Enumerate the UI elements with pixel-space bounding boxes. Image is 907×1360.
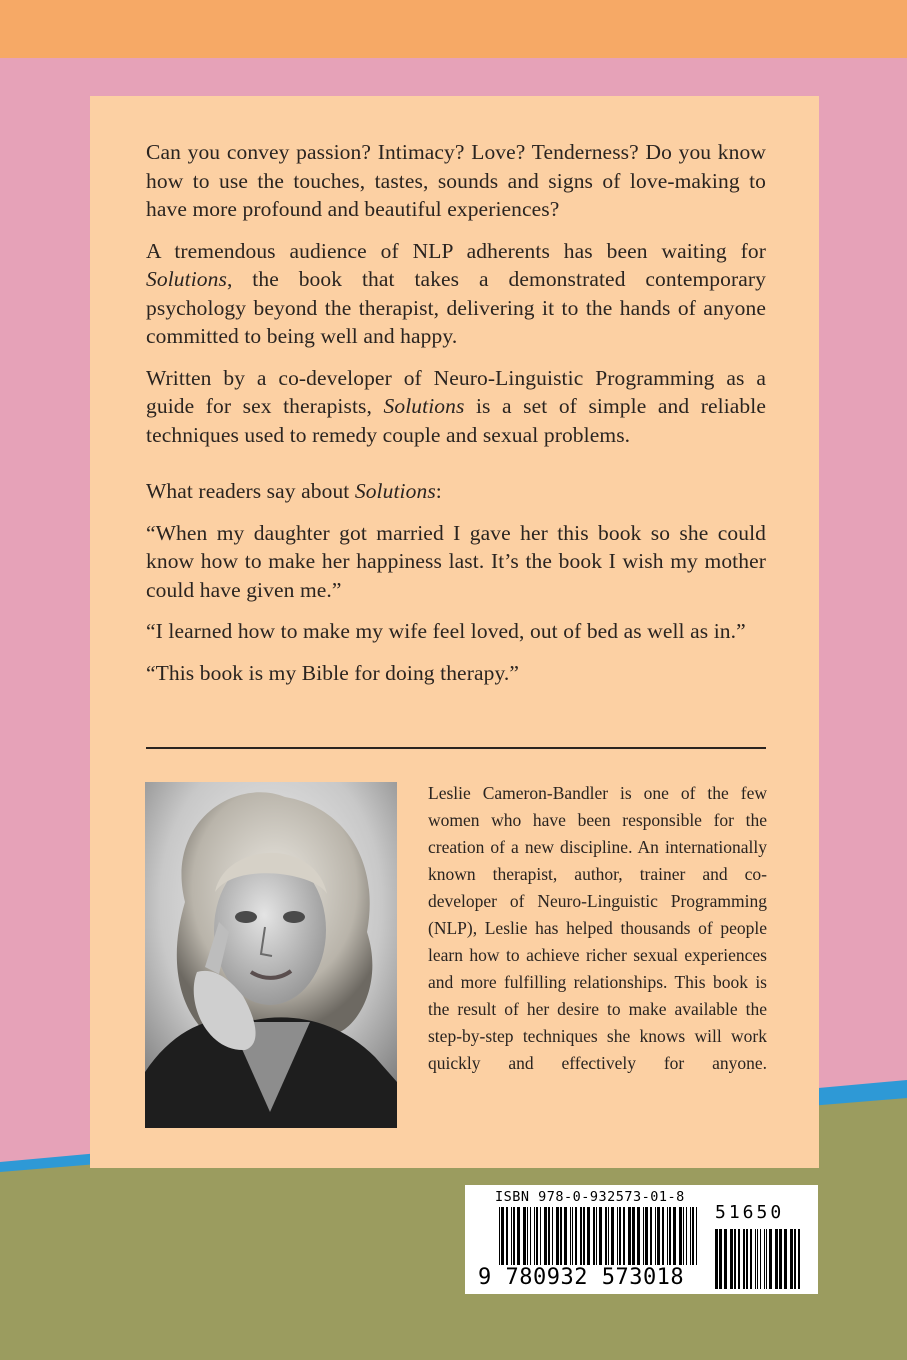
price-barcode-bar [743, 1229, 745, 1289]
author-bio: Leslie Cameron-Bandler is one of the few women who have been responsible for the creation of a new discipline. An internationally known therapist, author, trainer and co-developer of Neuro-Linguistic Programming (NLP), Leslie has helped thousands of people learn how to achieve richer sexual experiences and more fulfilling relationships. This book is the result of her desire to make available the step-by-step techniques she knows will work quickly and effectively for anyone. [428, 783, 767, 1073]
review-quote-1: “When my daughter got married I gave her this book so she could know how to make her happiness last. It’s the book I wish my mother could have given me.” [146, 520, 766, 602]
barcode-bar [583, 1207, 585, 1265]
barcode-bar [673, 1207, 676, 1265]
price-barcode-bar [760, 1229, 761, 1289]
book-title-italic: Solutions [383, 394, 465, 418]
price-code: 51650 [715, 1202, 785, 1223]
barcode-bar [692, 1207, 694, 1265]
barcode-bar [587, 1207, 590, 1265]
barcode-bar [517, 1207, 520, 1265]
barcode-bar [632, 1207, 635, 1265]
barcode-bar [667, 1207, 668, 1265]
barcode-bar [536, 1207, 538, 1265]
author-portrait-image [145, 782, 397, 1128]
book-title-italic: Solutions [354, 479, 436, 503]
barcode-bar [686, 1207, 687, 1265]
barcode-bar [617, 1207, 618, 1265]
barcode-bar [655, 1207, 656, 1265]
price-barcode-bar [757, 1229, 758, 1289]
barcode-bar [552, 1207, 553, 1265]
barcode-bar [575, 1207, 577, 1265]
review-quote-3: “This book is my Bible for doing therapy.” [146, 660, 520, 685]
barcode-bar [544, 1207, 547, 1265]
barcode-bar [669, 1207, 671, 1265]
barcode-bar [645, 1207, 648, 1265]
price-barcode-bar [730, 1229, 733, 1289]
price-barcode-bar [734, 1229, 736, 1289]
barcode-bar [643, 1207, 644, 1265]
barcode-bar [540, 1207, 541, 1265]
barcode-bar [523, 1207, 526, 1265]
barcode-bar [530, 1207, 531, 1265]
barcode-bar [596, 1207, 597, 1265]
barcode-bar [657, 1207, 660, 1265]
author-photo [145, 782, 397, 1128]
price-barcode-bar [784, 1229, 787, 1289]
review-quote-2: “I learned how to make my wife feel loved, out of bed as well as in.” [146, 619, 746, 643]
barcode-bar [513, 1207, 515, 1265]
price-barcode-bar [775, 1229, 778, 1289]
price-barcode-bar [798, 1229, 800, 1289]
back-cover-panel [90, 96, 819, 1168]
description-paragraph-3: Written by a co-developer of Neuro-Linguistic Programming as a guide for sex therapists, Solutions is a set of simple and reliable techniques used to remedy couple and sexual problems. [146, 365, 766, 447]
barcode-bar [650, 1207, 652, 1265]
barcode-bar [605, 1207, 607, 1265]
barcode-bar [696, 1207, 697, 1265]
barcode-bar [580, 1207, 582, 1265]
price-barcode-bar [738, 1229, 740, 1289]
barcode-bar [556, 1207, 559, 1265]
barcode-bar [499, 1207, 500, 1265]
price-barcode-bar [766, 1229, 767, 1289]
price-barcode-bar [794, 1229, 796, 1289]
price-barcode-bar [719, 1229, 722, 1289]
barcode-box [465, 1185, 818, 1294]
barcode-bar [619, 1207, 621, 1265]
barcode-bar [570, 1207, 571, 1265]
barcode-bar [608, 1207, 609, 1265]
barcode-bar [662, 1207, 664, 1265]
barcode-bar [623, 1207, 625, 1265]
section-divider [146, 747, 766, 749]
barcode-bar [527, 1207, 528, 1265]
barcode-bar [637, 1207, 640, 1265]
isbn-label: ISBN 978-0-932573-01-8 [495, 1189, 685, 1205]
description-paragraph-1: Can you convey passion? Intimacy? Love? Tenderness? Do you know how to use the touches, tastes, sounds and signs of love-making to have more profound and beautiful experiences? [146, 140, 766, 221]
barcode-bar [511, 1207, 512, 1265]
price-barcode-bar [724, 1229, 727, 1289]
book-title-italic: Solutions [146, 267, 227, 291]
barcode-bar [506, 1207, 508, 1265]
barcode-bar [501, 1207, 504, 1265]
barcode-bar [548, 1207, 550, 1265]
reviews-heading: What readers say about Solutions: [146, 479, 442, 503]
price-barcode-bar [779, 1229, 782, 1289]
barcode-bar [690, 1207, 691, 1265]
barcode-bar [564, 1207, 567, 1265]
price-barcode-bar [790, 1229, 793, 1289]
barcode-bar [560, 1207, 562, 1265]
price-barcode-bar [769, 1229, 772, 1289]
isbn-digits: 9 780932 573018 [478, 1265, 685, 1290]
barcode-bar [534, 1207, 535, 1265]
barcode-bar [572, 1207, 573, 1265]
barcode-bar [683, 1207, 684, 1265]
barcode-bar [679, 1207, 682, 1265]
price-barcode-bar [755, 1229, 756, 1289]
price-barcode-bar [746, 1229, 748, 1289]
price-barcode-bar [715, 1229, 718, 1289]
description-paragraph-2: A tremendous audience of NLP adherents has been waiting for Solutions, the book that takes a demonstrated contemporary psychology beyond the therapist, delivering it to the hands of anyone committed to being well and happy. [146, 238, 766, 348]
price-barcode-bar [750, 1229, 752, 1289]
barcode-bar [593, 1207, 595, 1265]
description-block [146, 138, 766, 700]
barcode-bar [611, 1207, 614, 1265]
price-barcode-bar [764, 1229, 765, 1289]
barcode-bar [628, 1207, 631, 1265]
barcode-bar [599, 1207, 602, 1265]
